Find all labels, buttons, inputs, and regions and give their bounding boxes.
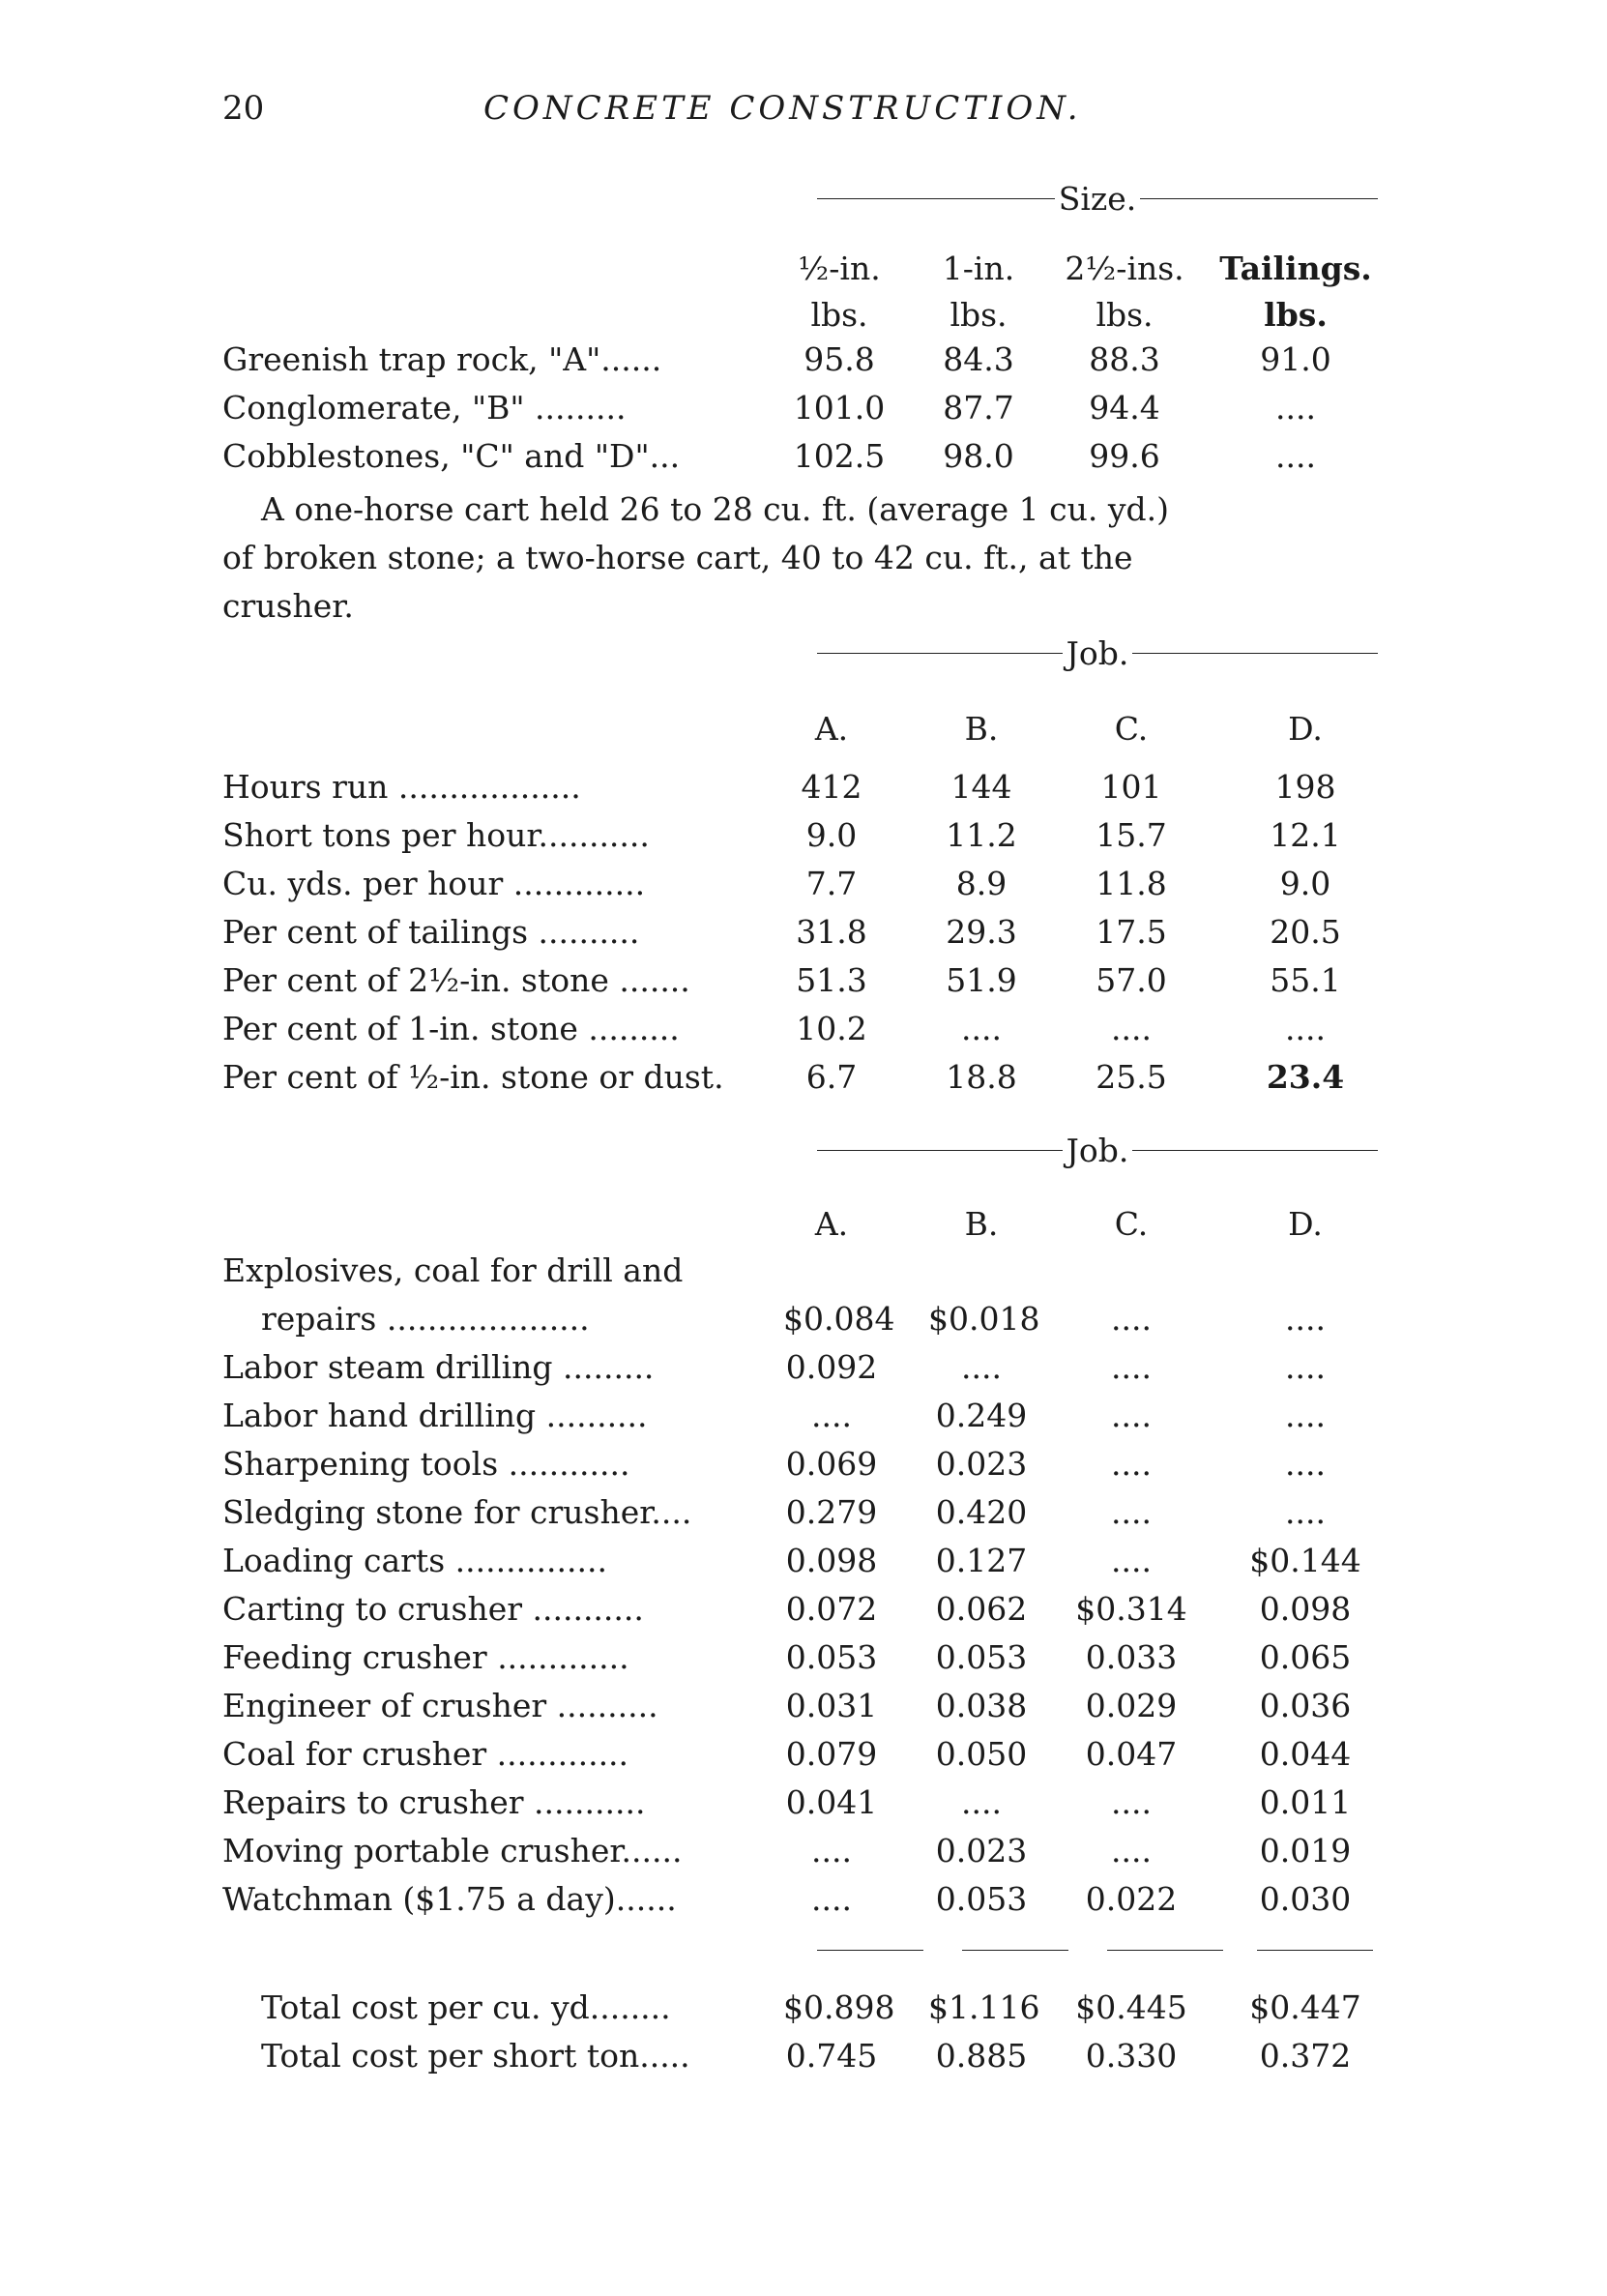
- row-label: Sharpening tools ............: [222, 1445, 630, 1483]
- heading-rule-left: [817, 653, 1063, 654]
- cell-value: 31.8: [796, 913, 867, 951]
- cell-value: 0.072: [785, 1590, 878, 1628]
- cell-value: ....: [1111, 1832, 1152, 1869]
- column-header: A.: [814, 710, 849, 748]
- row-label: Labor hand drilling ..........: [222, 1397, 648, 1434]
- table-row: [222, 1542, 1383, 1590]
- cell-value: 57.0: [1096, 961, 1167, 999]
- total-rule: [962, 1950, 1068, 1951]
- paragraph-line: crusher.: [222, 587, 354, 625]
- cell-value: ....: [1275, 437, 1316, 475]
- cell-value: 11.8: [1096, 865, 1167, 902]
- cell-value: $0.314: [1075, 1590, 1187, 1628]
- row-label: Carting to crusher ...........: [222, 1590, 644, 1628]
- cell-value: 9.0: [805, 816, 858, 854]
- row-label: Sledging stone for crusher....: [222, 1493, 692, 1531]
- row-label: Cu. yds. per hour .............: [222, 865, 646, 902]
- cell-value: ....: [961, 1348, 1002, 1386]
- cell-value: ....: [1111, 1445, 1152, 1483]
- cost-group-heading: [817, 1132, 1378, 1169]
- cell-value: 94.4: [1089, 389, 1160, 427]
- cell-value: 7.7: [805, 865, 858, 902]
- cell-value: 101.0: [793, 389, 886, 427]
- total-value: 0.330: [1085, 2037, 1178, 2075]
- cell-value: 198: [1274, 768, 1336, 806]
- job-group-label: Job.: [1066, 634, 1129, 672]
- cell-value: 0.029: [1085, 1687, 1178, 1724]
- total-row: [222, 1988, 1383, 2037]
- cell-value: ....: [1285, 1445, 1326, 1483]
- cell-value: 18.8: [946, 1058, 1017, 1096]
- cell-value: 0.030: [1259, 1880, 1352, 1918]
- table-row: [222, 961, 1383, 1010]
- row-label: Conglomerate, "B" .........: [222, 389, 627, 427]
- cell-value: ....: [1285, 1397, 1326, 1434]
- total-value: $0.445: [1075, 1988, 1187, 2026]
- cell-value: 9.0: [1279, 865, 1331, 902]
- row-label: Per cent of 2½-in. stone .......: [222, 961, 690, 999]
- cell-value: 99.6: [1089, 437, 1160, 475]
- cell-value: 84.3: [943, 340, 1014, 378]
- total-value: $1.116: [928, 1988, 1040, 2026]
- cell-value: 20.5: [1270, 913, 1341, 951]
- row-label: Per cent of ½-in. stone or dust.: [222, 1058, 724, 1096]
- table-row: [222, 768, 1383, 816]
- cell-value: 0.038: [935, 1687, 1028, 1724]
- row-label: Feeding crusher .............: [222, 1638, 629, 1676]
- table-row: [222, 1493, 1383, 1542]
- column-header: B.: [964, 1205, 999, 1243]
- row-label: Per cent of tailings ..........: [222, 913, 640, 951]
- cost-group-label: Job.: [1066, 1132, 1129, 1169]
- cell-value: 144: [950, 768, 1012, 806]
- cell-value: 0.033: [1085, 1638, 1178, 1676]
- cell-value: 91.0: [1260, 340, 1331, 378]
- cell-value: 88.3: [1089, 340, 1160, 378]
- size-group-heading: [817, 180, 1378, 218]
- row-label: Watchman ($1.75 a day)......: [222, 1880, 677, 1918]
- cell-value: ....: [1111, 1493, 1152, 1531]
- column-header: A.: [814, 1205, 849, 1243]
- table-row: [222, 865, 1383, 913]
- row-label: Explosives, coal for drill and: [222, 1251, 684, 1289]
- table-row: [222, 913, 1383, 961]
- cell-value: 6.7: [805, 1058, 858, 1096]
- total-rule: [1257, 1950, 1373, 1951]
- cell-value: 12.1: [1270, 816, 1341, 854]
- cell-value: ....: [961, 1783, 1002, 1821]
- table-row: [222, 1832, 1383, 1880]
- cell-value: 0.023: [935, 1832, 1028, 1869]
- total-label: Total cost per short ton.....: [261, 2037, 690, 2075]
- cell-value: ....: [1285, 1348, 1326, 1386]
- cell-value: 101: [1100, 768, 1162, 806]
- paragraph-line: of broken stone; a two-horse cart, 40 to 42 cu. ft., at the: [222, 539, 1133, 576]
- size-unit-headers: [222, 296, 1383, 344]
- heading-rule-left: [817, 198, 1055, 199]
- row-label: Per cent of 1-in. stone .........: [222, 1010, 680, 1047]
- cell-value: 8.9: [955, 865, 1008, 902]
- total-value: 0.745: [785, 2037, 878, 2075]
- row-label: Short tons per hour...........: [222, 816, 650, 854]
- running-title: CONCRETE CONSTRUCTION.: [483, 89, 1082, 128]
- cell-value: 0.041: [785, 1783, 878, 1821]
- cell-value: 0.023: [935, 1445, 1028, 1483]
- table-row: [222, 1397, 1383, 1445]
- heading-rule-right: [1132, 1150, 1378, 1151]
- unit-label: lbs.: [1264, 296, 1328, 334]
- table-row: [222, 437, 1383, 486]
- cell-value: 29.3: [946, 913, 1017, 951]
- cell-value: 0.098: [785, 1542, 878, 1579]
- table-row: [222, 1687, 1383, 1735]
- cell-value: ....: [1275, 389, 1316, 427]
- heading-rule-left: [817, 1150, 1063, 1151]
- job-group-heading: [817, 634, 1378, 672]
- column-header: 2½-ins.: [1065, 250, 1184, 287]
- cell-value: 0.098: [1259, 1590, 1352, 1628]
- cell-value: ....: [1111, 1300, 1152, 1338]
- cell-value: 0.022: [1085, 1880, 1178, 1918]
- row-label: Engineer of crusher ..........: [222, 1687, 658, 1724]
- row-label: Labor steam drilling .........: [222, 1348, 655, 1386]
- cell-value: ....: [1111, 1783, 1152, 1821]
- row-label: Loading carts ...............: [222, 1542, 607, 1579]
- cell-value: 17.5: [1096, 913, 1167, 951]
- cell-value: ....: [1111, 1397, 1152, 1434]
- total-value: $0.447: [1249, 1988, 1361, 2026]
- cell-value: 0.249: [935, 1397, 1028, 1434]
- column-header: Tailings.: [1219, 250, 1372, 287]
- body-paragraph: [222, 486, 1371, 631]
- cell-value: $0.084: [783, 1300, 895, 1338]
- cell-value: 0.079: [785, 1735, 878, 1773]
- paragraph-line: A one-horse cart held 26 to 28 cu. ft. (average 1 cu. yd.): [261, 490, 1170, 528]
- heading-rule-right: [1132, 653, 1378, 654]
- table-row: [222, 1300, 1383, 1348]
- table-row: [222, 1880, 1383, 1928]
- column-header: 1-in.: [942, 250, 1015, 287]
- size-column-headers: [222, 250, 1383, 298]
- cell-value: 95.8: [804, 340, 875, 378]
- cell-value: 0.053: [935, 1880, 1028, 1918]
- column-header: C.: [1114, 1205, 1149, 1243]
- table-row: [222, 1010, 1383, 1058]
- cell-value: $0.144: [1249, 1542, 1361, 1579]
- cell-value: 102.5: [793, 437, 886, 475]
- cell-value: 0.420: [935, 1493, 1028, 1531]
- cell-value: 412: [801, 768, 862, 806]
- total-label: Total cost per cu. yd........: [261, 1988, 671, 2026]
- cell-value: 15.7: [1096, 816, 1167, 854]
- cell-value: $0.018: [928, 1300, 1040, 1338]
- cell-value: ....: [1285, 1300, 1326, 1338]
- unit-label: lbs.: [950, 296, 1008, 334]
- table-row: [222, 1251, 1383, 1300]
- cell-value: 51.9: [946, 961, 1017, 999]
- row-label: Greenish trap rock, "A"......: [222, 340, 662, 378]
- heading-rule-right: [1140, 198, 1378, 199]
- row-label: Hours run ..................: [222, 768, 581, 806]
- cell-value: 0.036: [1259, 1687, 1352, 1724]
- job-column-headers: [222, 710, 1383, 758]
- column-header: D.: [1288, 1205, 1323, 1243]
- row-label: repairs ....................: [261, 1300, 590, 1338]
- cell-value: 11.2: [946, 816, 1017, 854]
- cell-value: 0.031: [785, 1687, 878, 1724]
- total-value: 0.372: [1259, 2037, 1352, 2075]
- cell-value: 0.053: [785, 1638, 878, 1676]
- table-row: [222, 389, 1383, 437]
- page-number: 20: [222, 89, 265, 128]
- column-header: ½-in.: [798, 250, 881, 287]
- total-row: [222, 2037, 1383, 2085]
- column-header: D.: [1288, 710, 1323, 748]
- cell-value: 55.1: [1270, 961, 1341, 999]
- table-row: [222, 1058, 1383, 1106]
- cell-value: ....: [1111, 1348, 1152, 1386]
- table-row: [222, 816, 1383, 865]
- cell-value: 51.3: [796, 961, 867, 999]
- size-group-label: Size.: [1058, 180, 1137, 218]
- column-header: C.: [1114, 710, 1149, 748]
- total-value: $0.898: [783, 1988, 895, 2026]
- cell-value: 0.065: [1259, 1638, 1352, 1676]
- total-rule: [817, 1950, 923, 1951]
- cell-value: 0.127: [935, 1542, 1028, 1579]
- cell-value: 0.019: [1259, 1832, 1352, 1869]
- table-row: [222, 1638, 1383, 1687]
- cell-value: ....: [1111, 1542, 1152, 1579]
- row-label: Coal for crusher .............: [222, 1735, 629, 1773]
- cell-value: ....: [811, 1397, 852, 1434]
- total-value: 0.885: [935, 2037, 1028, 2075]
- table-row: [222, 1445, 1383, 1493]
- cell-value: 0.050: [935, 1735, 1028, 1773]
- table-row: [222, 1348, 1383, 1397]
- table-row: [222, 1590, 1383, 1638]
- row-label: Moving portable crusher......: [222, 1832, 683, 1869]
- row-label: Cobblestones, "C" and "D"...: [222, 437, 681, 475]
- table-row: [222, 1735, 1383, 1783]
- cell-value: ....: [1285, 1493, 1326, 1531]
- total-rule: [1107, 1950, 1223, 1951]
- cell-value: 87.7: [943, 389, 1014, 427]
- row-label: Repairs to crusher ...........: [222, 1783, 646, 1821]
- cell-value: ....: [1111, 1010, 1152, 1047]
- cell-value: 10.2: [796, 1010, 867, 1047]
- cell-value: 0.011: [1259, 1783, 1352, 1821]
- cell-value: 0.047: [1085, 1735, 1178, 1773]
- cell-value: 0.044: [1259, 1735, 1352, 1773]
- table-row: [222, 1783, 1383, 1832]
- unit-label: lbs.: [810, 296, 868, 334]
- cell-value: 0.062: [935, 1590, 1028, 1628]
- cell-value: 25.5: [1096, 1058, 1167, 1096]
- cell-value: ....: [811, 1880, 852, 1918]
- cell-value: 0.069: [785, 1445, 878, 1483]
- cell-value: 98.0: [943, 437, 1014, 475]
- column-header: B.: [964, 710, 999, 748]
- cell-value: 0.053: [935, 1638, 1028, 1676]
- cost-column-headers: [222, 1205, 1383, 1253]
- cell-value: ....: [811, 1832, 852, 1869]
- cell-value: 0.279: [785, 1493, 878, 1531]
- cell-value: 0.092: [785, 1348, 878, 1386]
- table-row: [222, 340, 1383, 389]
- cell-value: ....: [961, 1010, 1002, 1047]
- cell-value: ....: [1285, 1010, 1326, 1047]
- cell-value: 23.4: [1266, 1058, 1345, 1096]
- unit-label: lbs.: [1096, 296, 1154, 334]
